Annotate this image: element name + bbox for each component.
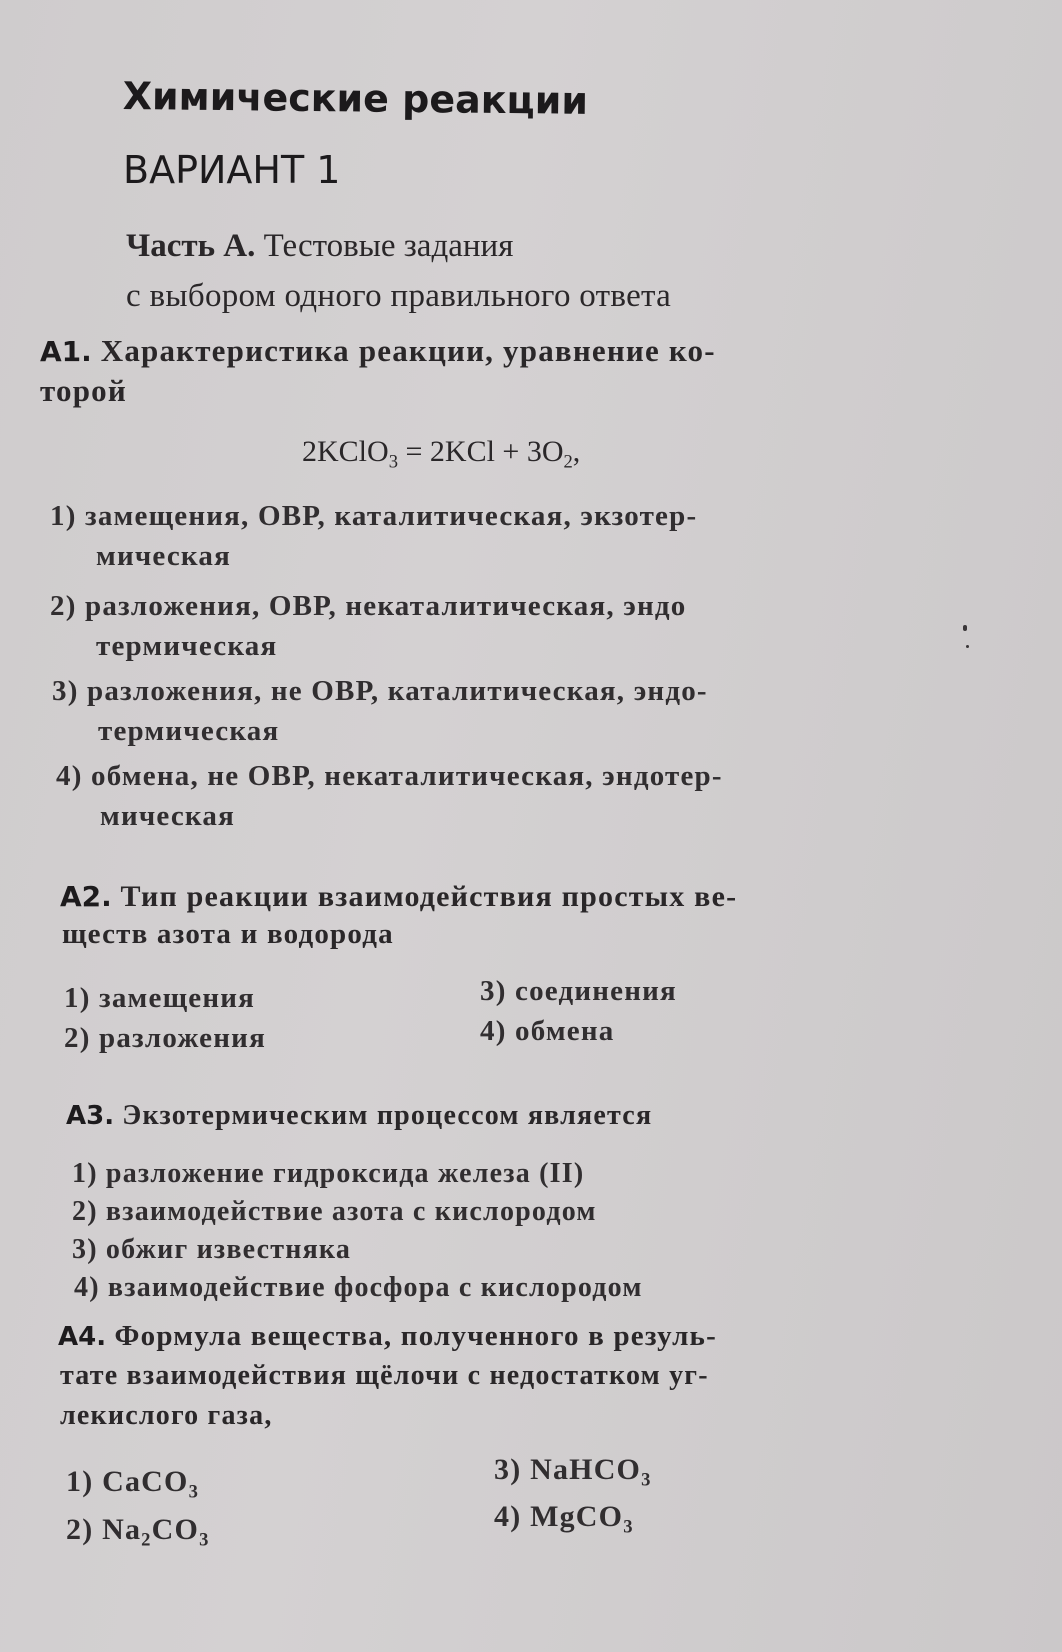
a4-option-2: [66, 1513, 210, 1552]
part-title: Тестовые задания: [255, 228, 514, 264]
equation-part: 2KClO: [302, 435, 389, 468]
a1-option-4-cont: мическая: [100, 800, 235, 832]
question-a4-line1: [58, 1320, 717, 1353]
equation-subscript: 3: [388, 451, 398, 473]
ink-speck: [963, 625, 967, 631]
question-a1-line2: торой: [40, 373, 127, 408]
equation-part: = 2KCl + 3O: [397, 435, 564, 468]
variant-heading: ВАРИАНТ 1: [123, 148, 341, 192]
formula-part: 3) NaHCO: [494, 1453, 642, 1486]
question-a4-line3: лекислого газа,: [60, 1400, 273, 1431]
question-a4-line2: тате взаимодействия щёлочи с недостатком уг-: [60, 1360, 709, 1391]
a2-option-3: 3) соединения: [480, 975, 677, 1007]
formula-subscript: 3: [199, 1529, 210, 1551]
a1-option-1-cont: мическая: [96, 540, 231, 572]
a4-option-1: [66, 1465, 199, 1504]
formula-part: 1) CaCO: [66, 1465, 189, 1498]
formula-subscript: 3: [188, 1481, 200, 1503]
page-title: Химические реакции: [122, 74, 589, 123]
a1-option-1: 1) замещения, ОВР, каталитическая, экзотер-: [50, 500, 698, 532]
formula-part: 2) Na: [66, 1513, 142, 1546]
question-a2-line1: [60, 880, 737, 914]
question-text: Тип реакции взаимодействия простых ве-: [111, 880, 738, 913]
reaction-equation: [302, 435, 580, 474]
a4-option-4: [494, 1500, 634, 1539]
a3-option-1: 1) разложение гидроксида железа (II): [72, 1158, 585, 1189]
a1-option-4: 4) обмена, не ОВР, некаталитическая, эндотер-: [56, 760, 723, 792]
question-number: А1.: [40, 335, 92, 368]
a1-option-3: 3) разложения, не ОВР, каталитическая, эндо-: [52, 675, 708, 707]
question-number: А4.: [58, 1322, 107, 1352]
equation-subscript: 2: [563, 451, 573, 473]
a2-option-1: 1) замещения: [64, 982, 256, 1014]
formula-subscript: 2: [141, 1529, 152, 1551]
question-text: Характеристика реакции, уравнение ко-: [91, 333, 716, 368]
a3-option-2: 2) взаимодействие азота с кислородом: [72, 1196, 597, 1227]
formula-part: CO: [151, 1513, 200, 1546]
equation-part: ,: [572, 435, 581, 468]
question-text: Экзотермическим процессом является: [114, 1100, 653, 1131]
formula-part: 4) MgCO: [494, 1500, 624, 1533]
formula-subscript: 3: [641, 1469, 652, 1491]
a3-option-4: 4) взаимодействие фосфора с кислородом: [74, 1272, 643, 1303]
part-label: Часть А.: [126, 228, 256, 264]
question-a2-line2: ществ азота и водорода: [62, 918, 394, 950]
formula-subscript: 3: [623, 1516, 634, 1538]
question-text: Формула вещества, полученного в резуль-: [106, 1320, 717, 1352]
question-a1-line1: [40, 333, 716, 369]
a2-option-4: 4) обмена: [480, 1015, 615, 1047]
a1-option-2: 2) разложения, ОВР, некаталитическая, эндо: [50, 590, 687, 622]
a2-option-2: 2) разложения: [64, 1022, 266, 1054]
part-heading-line1: [126, 228, 513, 265]
a1-option-3-cont: термическая: [98, 715, 280, 747]
a4-option-3: [494, 1453, 652, 1492]
question-number: А2.: [60, 880, 112, 913]
a3-option-3: 3) обжиг известняка: [72, 1234, 352, 1265]
question-a3-line1: [66, 1100, 652, 1132]
ink-speck: [966, 645, 969, 648]
a1-option-2-cont: термическая: [96, 630, 278, 662]
question-number: А3.: [66, 1101, 115, 1131]
part-heading-line2: с выбором одного правильного ответа: [126, 278, 672, 314]
